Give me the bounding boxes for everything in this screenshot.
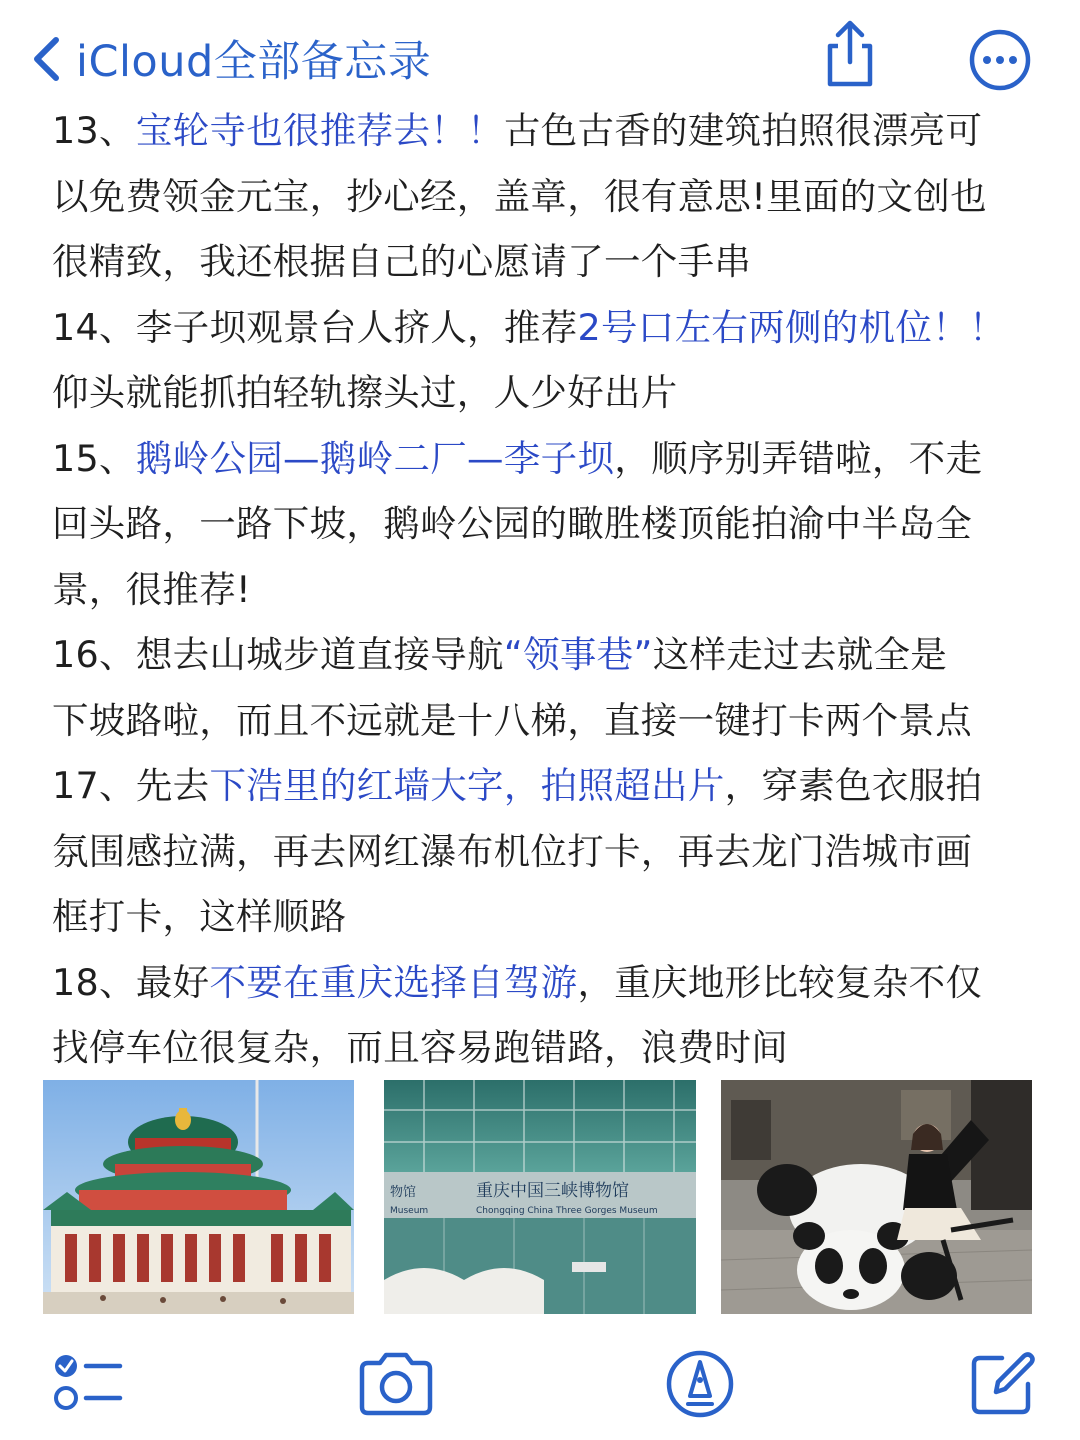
- note-text: 回头路，一路下坡，鹅岭公园的瞰胜楼顶能拍渝中半岛全: [52, 502, 972, 545]
- navigation-bar: [0, 0, 1080, 100]
- highlighted-text: 鹅岭公园—鹅岭二厂—李子坝: [135, 436, 615, 480]
- more-ellipsis-icon[interactable]: [968, 28, 1032, 92]
- photo-great-hall[interactable]: [43, 1080, 354, 1314]
- museum-sign-en: Chongqing China Three Gorges Museum: [476, 1206, 658, 1216]
- note-text: 仰头就能抓拍轻轨擦头过，人少好出片: [52, 371, 678, 414]
- note-text: 18、最好: [52, 960, 210, 1004]
- photo-panda-statue[interactable]: [721, 1080, 1032, 1314]
- note-text: 这样走过去就全是: [652, 633, 948, 676]
- note-text: 以免费领金元宝，抄心经，盖章，很有意思!里面的文创也: [52, 174, 987, 218]
- note-text: 找停车位很复杂，而且容易跑错路，浪费时间: [52, 1026, 788, 1069]
- note-text: 17、先去: [52, 764, 210, 807]
- note-text: 氛围感拉满，再去网红瀑布机位打卡，再去龙门浩城市画: [52, 829, 972, 873]
- highlighted-text: 不要在重庆选择自驾游: [209, 960, 578, 1004]
- chevron-left-icon: [26, 31, 66, 87]
- note-line: [52, 622, 1042, 688]
- note-text: 古色古香的建筑拍照很漂亮可: [503, 109, 983, 152]
- note-text: 13、: [52, 109, 136, 152]
- note-line: [52, 229, 1042, 295]
- note-line: [52, 884, 1042, 950]
- museum-side-sign-cn: 物馆: [390, 1185, 417, 1200]
- checklist-icon[interactable]: [48, 1344, 128, 1424]
- note-body[interactable]: [52, 98, 1042, 1081]
- note-line: [52, 950, 1042, 1016]
- note-text: 16、想去山城步道直接导航: [52, 633, 504, 676]
- note-line: [52, 98, 1042, 164]
- museum-sign-cn: 重庆中国三峡博物馆: [476, 1181, 629, 1201]
- camera-icon[interactable]: [356, 1344, 436, 1424]
- note-line: [52, 426, 1042, 492]
- note-line: [52, 295, 1042, 361]
- note-text: 很精致，我还根据自己的心愿请了一个手串: [52, 240, 752, 283]
- photo-three-gorges-museum[interactable]: [384, 1080, 696, 1314]
- note-line: [52, 819, 1042, 885]
- highlighted-text: 宝轮寺也很推荐去！！: [135, 109, 504, 152]
- note-line: [52, 1015, 1042, 1081]
- note-line: [52, 164, 1042, 230]
- note-text: ，穿素色衣服拍: [724, 764, 983, 807]
- note-text: 下坡路啦，而且不远就是十八梯，直接一键打卡两个景点: [52, 698, 972, 742]
- note-text: 14、李子坝观景台人挤人，推荐: [52, 305, 578, 349]
- compose-icon[interactable]: [962, 1344, 1042, 1424]
- note-line: [52, 753, 1042, 819]
- highlighted-text: 2号口左右两侧的机位！！: [577, 305, 1006, 349]
- note-text: ，顺序别弄错啦，不走: [614, 436, 983, 480]
- note-text: 景，很推荐!: [52, 567, 251, 611]
- note-line: [52, 360, 1042, 426]
- note-line: [52, 491, 1042, 557]
- note-line: [52, 688, 1042, 754]
- note-text: ，重庆地形比较复杂不仅: [577, 960, 983, 1004]
- markup-pen-icon[interactable]: [660, 1344, 740, 1424]
- back-button[interactable]: [26, 28, 431, 89]
- share-icon[interactable]: [818, 18, 882, 90]
- note-text: 框打卡，这样顺路: [52, 895, 347, 938]
- note-line: [52, 557, 1042, 623]
- note-text: 15、: [52, 436, 136, 480]
- highlighted-text: 下浩里的红墙大字，拍照超出片: [209, 764, 725, 807]
- highlighted-text: “领事巷”: [503, 633, 653, 676]
- back-button-label: iCloud全部备忘录: [76, 37, 432, 87]
- museum-side-sign-en: Museum: [390, 1206, 429, 1216]
